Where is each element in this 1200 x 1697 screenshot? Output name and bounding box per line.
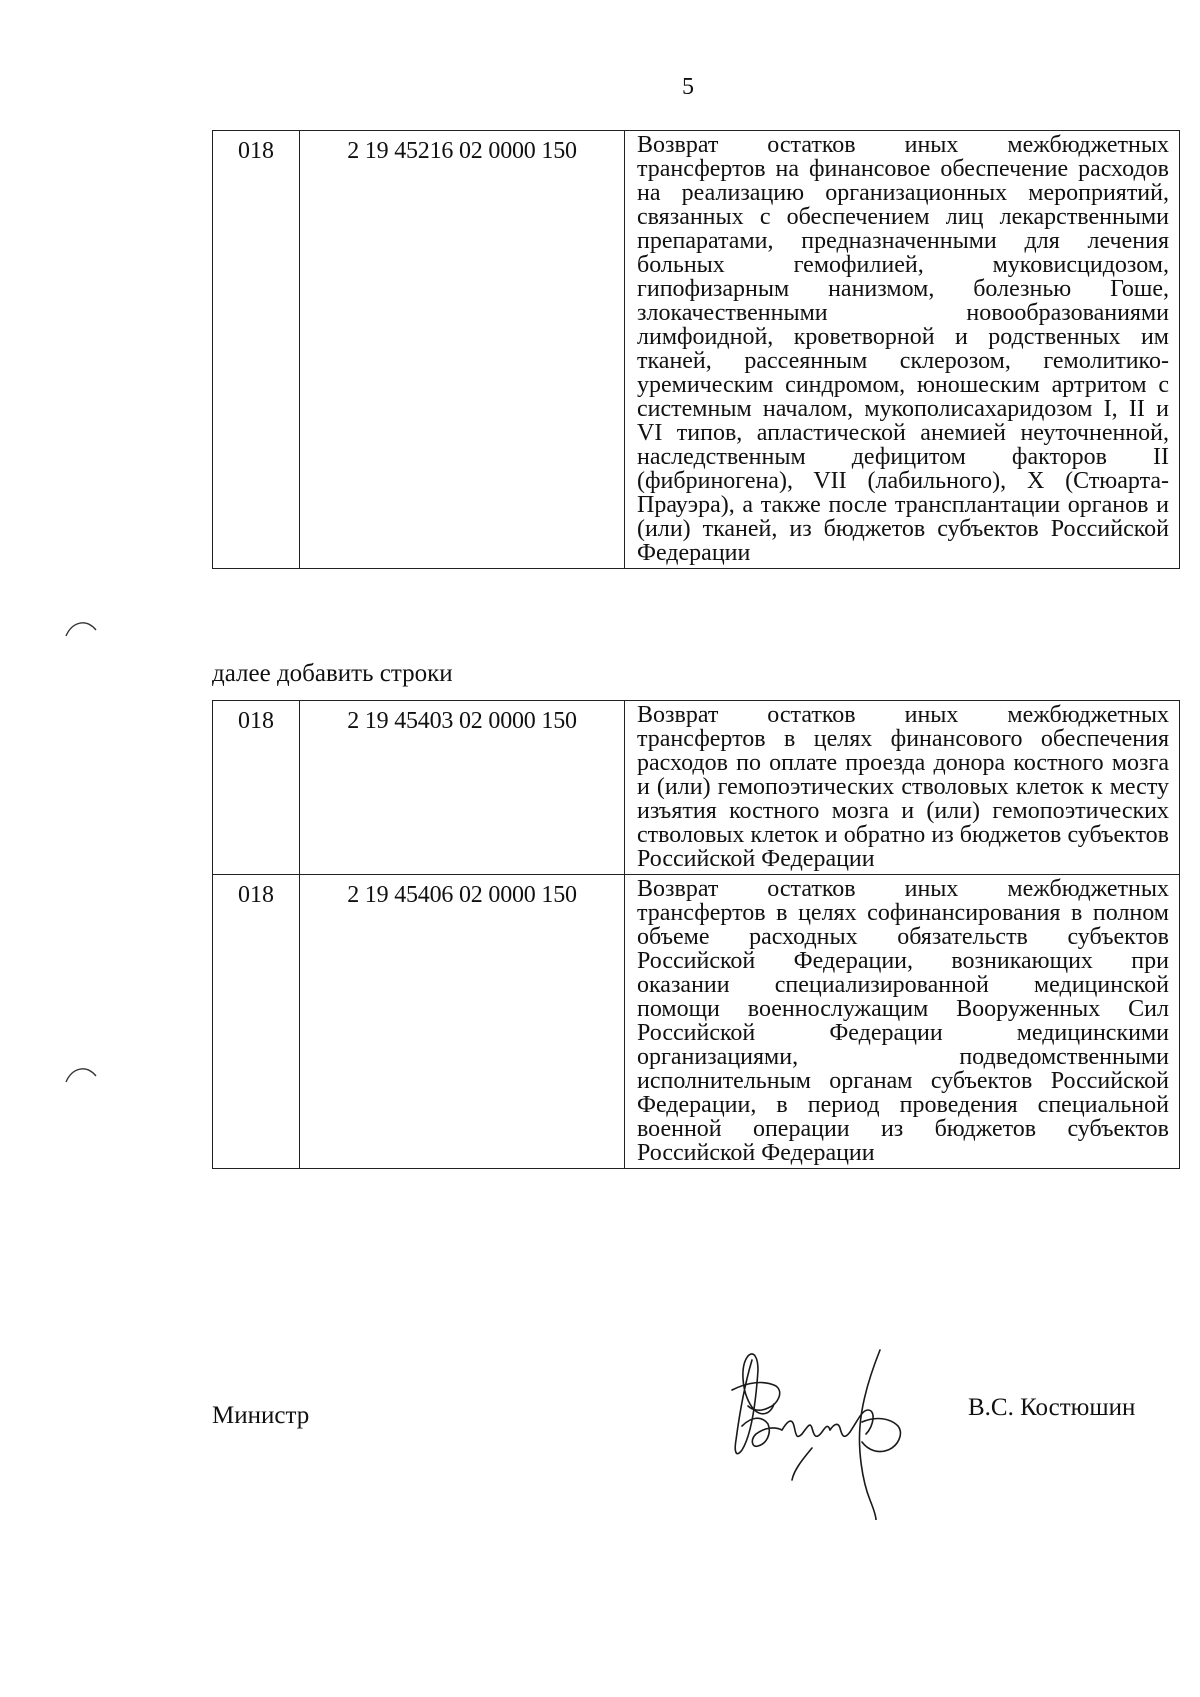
- signatory-name: В.С. Костюшин: [968, 1394, 1136, 1421]
- handwritten-signature: [712, 1330, 922, 1520]
- table-row: [213, 875, 1180, 1169]
- continue-note: далее добавить строки: [212, 660, 453, 687]
- scan-artifact-mark: [62, 1062, 102, 1086]
- revenue-name-cell: Возврат остатков иных межбюджетных трансфертов в целях софинансирования в полном объеме расходных обязательств субъектов Российской Федерации, возникающих при оказании специализированной медицинской помощи военнослужащим Вооруженных Сил Российской Федерации медицинскими организациями, подведомственными исполнительным органам субъектов Российской Федерации, в период проведения специальной военной операции из бюджетов субъектов Российской Федерации: [625, 875, 1180, 1169]
- admin-code-cell: 018: [213, 875, 300, 1169]
- page-number: 5: [682, 74, 694, 100]
- table-row: [213, 131, 1180, 569]
- scan-artifact-mark: [62, 616, 102, 640]
- admin-code-cell: 018: [213, 131, 300, 569]
- budget-table-added: [212, 700, 1180, 1169]
- revenue-name-cell: Возврат остатков иных межбюджетных трансфертов на финансовое обеспечение расходов на реализацию организационных мероприятий, связанных с обеспечением лиц лекарственными препаратами, предназначенными для лечения больных гемофилией, муковисцидозом, гипофизарным нанизмом, болезнью Гоше, злокачественными новообразованиями лимфоидной, кроветворной и родственных им тканей, рассеянным склерозом, гемолитико-уремическим синдромом, юношеским артритом с системным началом, мукополисахаридозом I, II и VI типов, апластической анемией неуточненной, наследственным дефицитом факторов II (фибриногена), VII (лабильного), X (Стюарта-Прауэра), а также после трансплантации органов и (или) тканей, из бюджетов субъектов Российской Федерации: [625, 131, 1180, 569]
- kbk-code-cell: 2 19 45216 02 0000 150: [300, 131, 625, 569]
- revenue-name-cell: Возврат остатков иных межбюджетных трансфертов в целях финансового обеспечения расходов по оплате проезда донора костного мозга и (или) гемопоэтических стволовых клеток к месту изъятия костного мозга и (или) гемопоэтических стволовых клеток и обратно из бюджетов субъектов Российской Федерации: [625, 701, 1180, 875]
- admin-code-cell: 018: [213, 701, 300, 875]
- table-row: [213, 701, 1180, 875]
- budget-table-existing: [212, 130, 1180, 569]
- kbk-code-cell: 2 19 45403 02 0000 150: [300, 701, 625, 875]
- kbk-code-cell: 2 19 45406 02 0000 150: [300, 875, 625, 1169]
- signatory-title: Министр: [212, 1402, 310, 1429]
